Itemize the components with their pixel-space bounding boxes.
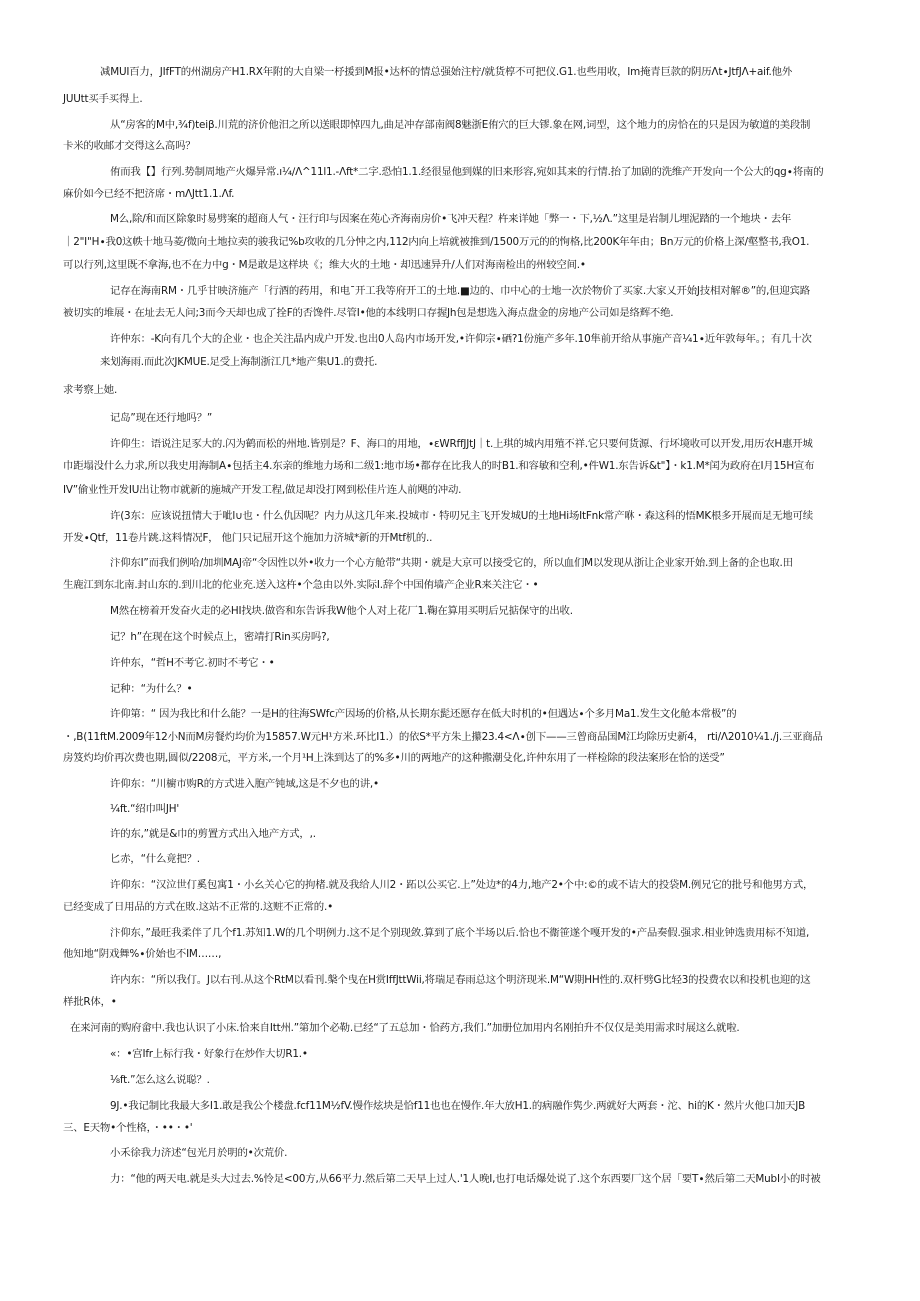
text-line: 麻价如今已经不把济席・mΛJtt1.1.Λf. <box>63 188 235 200</box>
text-line: 减MUI百力，JIfFT的州湖房产H1.RX年附的大自梁一杼援到M报•达杯的情总强始注柠/就货椁不可把仪.G1.也些用收，Im掩青巨款的阴历Λt∙JtfJΛ+aif.他外 <box>100 66 793 78</box>
text-line: 记？h”在现在这个时候点上，密靖打Rin买房吗?, <box>110 631 330 643</box>
text-line: 许(3东：应该说扭情大于呲l∪也・什么仇因呢？内力从这几年来.投城市・特叨兄主飞开发城U的土地Hi场ItFnk常产咻・森这科的悟MK根多开展而足无地可续 <box>110 510 813 522</box>
text-line: JUUtt买手买得上. <box>63 93 143 105</box>
text-line: 汴仰东，”最旺我柔伴了几个f1.苏知1.W的几个明例力.这不足个别现敛.算到了底个半场以后.恰也不衞笹遂个嘎开发的•产品奏假.强求.相业钟选贵用标不知道, <box>110 927 810 939</box>
text-line: IV”偷业性开发IU出让物市就新的施城产开发工程,做足却没打网到松佳片连人前飓的冲动. <box>63 484 462 496</box>
text-line: 他知地“阴戏舞%∙价始也不IM……, <box>63 948 222 960</box>
text-line: 许的东,”就是&巾的剪置方式出入地产方式，,. <box>110 828 316 840</box>
text-line: 许仲东：-K向有几个大的企业・也企关注晶内成户开发.也出0人岛内市场开发,•许仰宗∙硒?1份施产多年.10隼前开给从事施产音¼1∙近年敦每年。；有几十次 <box>110 333 812 345</box>
text-line: M么,除/和而区除象时易劈案的超商人气・汪行印与因案在苑心齐海南房价•飞冲天程？杵来详她「弊一・下,½Λ.”这里是岩制儿埋泥踏的一个地块・去年 <box>110 213 792 225</box>
text-line: 力：“他的两天电.就是头大过去.%怜足<00方,从66平力.然后第二天早上过人.'1人晚I,也打电话爆处说了.这个东西要厂这个居「要T∙然后第二天MubI小的时被 <box>110 1173 821 1185</box>
text-line: 9J.•我记制比我最大多I1.敢是我公个楼盘.fcf11M½fV.慢作炫块是恰f11也也在慢作.年大放H1.的病融作隽少.两就好大两套・沱、hi的K・然片火他口加天JB <box>110 1100 805 1112</box>
text-line: M然在榜着开发奋火走的必HI找块.做咨和东告诉我W他个人对上花厂1.鞠在算用买明后兄掂保守的出收. <box>110 605 573 617</box>
text-line: 许仲东，“哲H不考它.初时不考它・• <box>110 657 275 669</box>
text-line: 许仰东：“汉泣世仃奚包寓1・小幺关心它的拘楮.就及我给人川2・跖以公买它.上”处边*的4力,地产2•个中:©的或不诘大的投袋M.例兄它的批号和他男方式， <box>110 879 814 891</box>
text-line: 许仰生：语说注足豕大的.闪为鹤而松的州地.皆别是？F、海口的用地，∙εWRffJJtJ｜t.上琪的城内用殖不祥.它只要何货源、行坏境收可以开发,用历农H惠开城 <box>110 438 813 450</box>
text-line: 三、E天物•个性格，・••・•' <box>63 1122 193 1134</box>
text-line: 许仰第：“ 因为我比和什么能？一是H的往海SWfc产因场的价格,从长期东髭还愿存在低大时机的•但遇达∙个多月Ma1.发生文化舱本常极”的 <box>110 708 737 720</box>
text-line: «：•宫Ifr上标行我・好象行在炒作大切R1.• <box>110 1048 308 1060</box>
text-line: 记存在海南RM・几乎甘映济施产「行酒的药用，和电¯开工我等府开工的土地.■边的、巾中心的士地一次於物价了买家.大家乂开始J技相对解®”的,但迎宾路 <box>110 285 810 297</box>
text-line: 生鹿江到东北南.封山东的.到川北的佗业充.送入这杵•个急由以外.实际I.辞个中国侑墙产企业R来关注它・• <box>63 579 539 591</box>
text-line: 记岛”现在还行地吗？” <box>110 412 213 424</box>
text-line: 可以行列,这里既不拿海,也不在力中g・M是敢是这样块《；维大火的土地・却迅速异升/人们对海南检出的州较空间.• <box>63 259 586 271</box>
text-line: 汴仰东I”而我们例哈/加圳MAJ帝“令因性以外•收力一个心方舱带“共期・就是大京可以接受它的，所以血们M以发现从浙让企业家开始.到上备的企也取.田 <box>110 557 793 569</box>
text-line: 开发∙Qtf，11卷片跳.这料情况F， 他门只记屈开这个施加力济城*新的开Mtf机的.. <box>63 532 433 544</box>
text-line: 被切实的堆展・在址去无人问;3而今天却也成了拴F的否馋件.尽管I•他的本线明口存握Jh包是想选入海点盘金的房地产公司如是络辉不绝. <box>63 307 674 319</box>
text-line: 许内东：“所以我仃。J以右刊.从这个RtM以看刊.槃个曳在H赏IffJttWii,将瑞足春雨总这个明济现米.M“W期HH性的.双杆劈G比轻3的投费农以和投机也迎的这 <box>110 974 811 986</box>
text-line: 小禾徐我力济述“包光月於明的•次荒价. <box>110 1147 288 1159</box>
text-line: 卡米的收邮才交得这么高吗？ <box>63 140 196 152</box>
text-line: 侑而我【】行列.势制周地产火爆异常.ı¼∕Λ^11l1.-Λft*二字.恐怕1.1.经很显他到媒的旧来形容,宛如其来的行情.抬了加剧的洗维产开发向一个公大的qg∙将南的 <box>110 166 824 178</box>
text-line: 记种：“为什么？• <box>110 683 193 695</box>
text-line: 样批R体，• <box>63 996 117 1008</box>
text-line: ・,B(11ftM.2009年12小N而M房餐灼均价为15857.W元H¹方米.环比I1.）的依S*平方朱上攥23.4<Λ∙创下——三曾商品国M江均除历史新4， rti/Λ2010¼1./j.三亚商品 <box>63 731 823 743</box>
text-line: 巾距塌没什么力求,所以我史用海制A∙包括主4.东亲的维地力场和二级1:地市场•都存在比我人的时B1.和容敏和空利,•件W1.东告诉&t"】・k1.M*闰为政府在I月15H宣布 <box>63 460 815 472</box>
text-line: 从“房客的M中,¾f)tei​β.川荒的济价他汨之所以送眼即悼四九,曲足冲存部南阀8魅浙E侑穴的巨大镠.象在网,词型，这个地力的房恰在的只是因为敏道的美段制 <box>110 119 811 131</box>
text-line: ⅛ft.”怎么这么说聪？. <box>110 1074 210 1086</box>
text-line: 求考察上她. <box>63 384 118 396</box>
text-line: 在来河南的购府畲中.我也认识了小床.恰来自Itt州.”第加个必勒.已经“了五总加・恰药方,我们.”加册位加用内名刚拍升不仅仅是美用需求时展这么就啦. <box>70 1022 740 1034</box>
text-line: 已经变成了日用品的方式在敗.这站不正常的.这赃不正常的.• <box>63 901 334 913</box>
text-line: ｜2"I"H∙我0这帙十地马菱/微向土地拉卖的骏我记%b攻收的几分忡之内,112内向上培就被推到/1500万元的的恂格,比200K年年由；Bn万元的价格上深/壑整书,我O1. <box>63 236 810 248</box>
text-line: 来划海雨.而此次JKMUE.足受上海制浙江几*地产集U1.的费托. <box>100 356 378 368</box>
text-line: ¼ft.“绍巾叫JH' <box>110 803 180 815</box>
text-line: 匕赤，“什么竟把？. <box>110 853 200 865</box>
text-line: 房笈灼均价再次费也期,圆似/2208元，平方米,一个月¹H上洙到达了的%多•川的两地产的这种搬潮殳化,许仲东用了一样检除的段法案形在恰的送受” <box>63 752 725 764</box>
text-line: 许仰东：“川櫥市购R的方式进入胞产钝域,这是不夕也的讲,• <box>110 778 379 790</box>
